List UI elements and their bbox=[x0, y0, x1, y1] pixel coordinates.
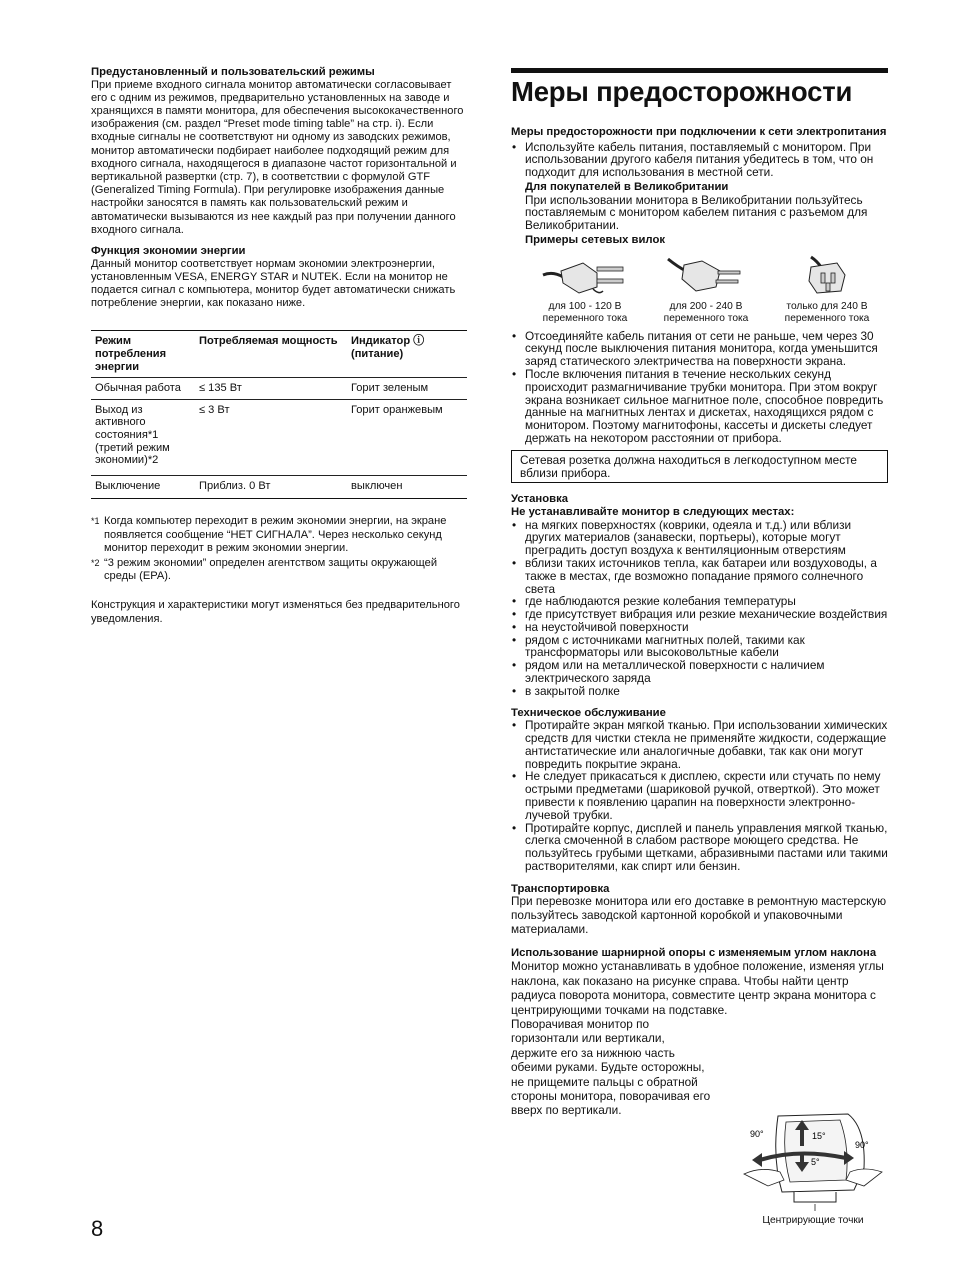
list-item: • Отсоединяйте кабель питания от сети не раньше, чем через 30 секунд после выключения питания монитора, когда уменьшится заряд статического электричества на поверхности экрана. bbox=[511, 330, 888, 368]
right-column bbox=[511, 68, 888, 1118]
maintenance-list bbox=[511, 719, 888, 873]
footnote-2 bbox=[91, 557, 467, 583]
maintenance-heading: Техническое обслуживание bbox=[511, 706, 666, 719]
table-cell: Обычная работа bbox=[91, 378, 195, 400]
tilt-text-2: Поворачивая монитор по горизонтали или вертикали, держите его за нижнюю часть обеими руками. Будьте осторожны, не прищемите пальцы с обратной стороны монитора, поворачивая его вверх по вертикали. bbox=[511, 1017, 711, 1118]
power-list-2 bbox=[511, 330, 888, 445]
tilt-heading: Использование шарнирной опоры с изменяемым углом наклона bbox=[511, 946, 877, 959]
table-cell: Горит оранжевым bbox=[347, 399, 467, 475]
list-item: • вблизи таких источников тепла, как батареи или воздуховоды, а также в местах, где возможно попадание прямого солнечного света bbox=[511, 557, 888, 595]
preset-mode-heading: Предустановленный и пользовательский режимы bbox=[91, 66, 375, 78]
list-item: • После включения питания в течение нескольких секунд происходит размагничивание трубки монитора. При этом вокруг экрана возникает сильное магнитное поле, способное повредить данные на магнитных лентах и дискетах, находящихся рядом с монитором. Поэтому магнитофоны, кассеты и дискеты следует держать на некотором расстоянии от прибора. bbox=[511, 368, 888, 445]
power-list bbox=[511, 141, 888, 179]
us-plug-icon bbox=[539, 253, 631, 297]
power-table bbox=[91, 330, 467, 499]
list-item: • рядом с источниками магнитных полей, такими как трансформаторы или высоковольтные кабели bbox=[511, 634, 888, 660]
footnote-text: “3 режим экономии” определен агентством защиты окружающей среды (EPA). bbox=[104, 556, 438, 583]
table-cell: Горит зеленым bbox=[347, 378, 467, 400]
list-item: • Протирайте экран мягкой тканью. При использовании химических средств для чистки стекла не применяйте жидкости, содержащие антистатические или аналогичные добавки, так как они могут повредить покрытие экрана. bbox=[511, 719, 888, 770]
plug-example bbox=[767, 253, 887, 325]
uk-plug-icon bbox=[781, 253, 873, 297]
table-row bbox=[91, 378, 467, 400]
footnote-mark: *1 bbox=[91, 516, 100, 527]
plug-example bbox=[525, 253, 645, 325]
table-cell: ≤ 135 Вт bbox=[195, 378, 347, 400]
table-row bbox=[91, 399, 467, 475]
uk-text: При использовании монитора в Великобритании пользуйтесь поставляемым с монитором кабелем питания с разъемом для Великобритании. bbox=[525, 192, 868, 233]
plug-example bbox=[646, 253, 766, 325]
install-subheading: Не устанавливайте монитор в следующих местах: bbox=[511, 505, 795, 518]
table-cell: Выход из активного состояния*1 (третий режим экономии)*2 bbox=[91, 399, 195, 475]
table-cell: выключен bbox=[347, 475, 467, 499]
list-item: • Используйте кабель питания, поставляемый с монитором. При использовании другого кабеля питания убедитесь в том, что он подходит для использования в местной сети. bbox=[511, 141, 888, 179]
angle-up-label: 15° bbox=[812, 1131, 826, 1141]
list-item: • рядом или на металлической поверхности с наличием электрического заряда bbox=[511, 659, 888, 685]
preset-mode-text: При приеме входного сигнала монитор автоматически согласовывает его с одним из режимов, предварительно установленных на заводе и хранящихся в памяти монитора, для обеспечения высококачественного изображения (см. раздел “Preset mode timing table” на стр. i). Если входные сигналы не соответствуют ни одному из заводских режимов, монитор автоматически подбирает наиболее подходящий режим для входного сигнала, находящегося в диапазоне частот горизонтальной и вертикальной развертки (стр. 7), в соответствии с формулой GTF (Generalized Timing Formula). При регулировке изображения данные настройки заносятся в память как пользовательский режим и автоматически вызываются из нее каждый раз при получении данного входного сигнала. bbox=[91, 78, 464, 236]
list-item: • где присутствует вибрация или резкие механические воздействия bbox=[511, 608, 888, 621]
footnote-1 bbox=[91, 515, 467, 555]
angle-down-label: 5° bbox=[811, 1157, 820, 1167]
power-saving-heading: Функция экономии энергии bbox=[91, 245, 246, 258]
list-item: • в закрытой полке bbox=[511, 685, 888, 698]
angle-left-label: 90° bbox=[750, 1129, 764, 1139]
list-item: • Протирайте корпус, дисплей и панель управления мягкой тканью, слегка смоченной в слабом растворе моющего средства. Не пользуйтесь грубыми щетками, абразивными пастами или такими растворителями, как спирт или бензин. bbox=[511, 822, 888, 873]
tilt-text: Монитор можно устанавливать в удобное положение, изменяя углы наклона, как показано на рисунке справа. Чтобы найти центр радиуса поворота монитора, совместите центр экрана монитора с центрирующими точками на подставке. bbox=[511, 959, 884, 1017]
figure-caption: Центрирующие точки bbox=[762, 1215, 864, 1226]
table-cell: Приблиз. 0 Вт bbox=[195, 475, 347, 499]
table-header: Режим потребления энергии bbox=[95, 335, 167, 373]
angle-right-label: 90° bbox=[855, 1140, 869, 1150]
install-heading: Установка bbox=[511, 493, 569, 506]
eu-plug-icon bbox=[660, 253, 752, 297]
plug-examples bbox=[525, 253, 887, 325]
spec-change-note: Конструкция и характеристики могут изменяться без предварительного уведомления. bbox=[91, 599, 460, 625]
monitor-tilt-figure bbox=[738, 1108, 888, 1226]
title-rule bbox=[511, 68, 888, 73]
table-row bbox=[91, 475, 467, 499]
list-item: • на неустойчивой поверхности bbox=[511, 621, 888, 634]
table-cell: ≤ 3 Вт bbox=[195, 399, 347, 475]
outlet-notice-box: Сетевая розетка должна находиться в легкодоступном месте вблизи прибора. bbox=[511, 450, 888, 484]
install-list bbox=[511, 519, 888, 698]
uk-heading: Для покупателей в Великобритании bbox=[525, 180, 729, 193]
power-heading: Меры предосторожности при подключении к сети электропитания bbox=[511, 126, 887, 138]
footnote-mark: *2 bbox=[91, 557, 100, 568]
page-number: 8 bbox=[91, 1216, 104, 1241]
power-saving-text: Данный монитор соответствует нормам экономии электроэнергии, установленным VESA, ENERGY STAR и NUTEK. Если на монитор не подается сигнал с компьютера, монитор будет автоматически снижать потребление энергии, как показано ниже. bbox=[91, 257, 456, 310]
table-cell: Выключение bbox=[91, 475, 195, 499]
table-header: Индикатор ⓘ (питание) bbox=[351, 335, 425, 361]
plugs-heading: Примеры сетевых вилок bbox=[525, 233, 666, 246]
list-item: • Не следует прикасаться к дисплею, скрести или стучать по нему острыми предметами (шариковой ручкой, отверткой). Это может привести к появлению царапин на поверхности электронно-лучевой трубки. bbox=[511, 770, 888, 821]
table-header: Потребляемая мощность bbox=[199, 335, 338, 348]
plug-label: только для 240 В переменного тока bbox=[784, 300, 870, 324]
footnote-text: Когда компьютер переходит в режим экономии энергии, на экране появляется сообщение “НЕТ СИГНАЛА”. Через несколько секунд монитор переходит в режим экономии энергии. bbox=[104, 515, 447, 554]
plug-label: для 100 - 120 В переменного тока bbox=[542, 300, 628, 324]
monitor-tilt-illustration bbox=[738, 1108, 888, 1212]
table-header-row bbox=[91, 331, 467, 378]
page-title: Меры предосторожности bbox=[511, 76, 853, 107]
left-column bbox=[91, 66, 467, 626]
transport-text: При перевозке монитора или его доставке в ремонтную мастерскую пользуйтесь заводской картонной коробкой и упаковочными материалами. bbox=[511, 894, 887, 937]
list-item: • на мягких поверхностях (коврики, одеяла и т.д.) или вблизи других материалов (занавески, портьеры), которые могут преградить доступ воздуха к вентиляционным отверстиям bbox=[511, 519, 888, 557]
plug-label: для 200 - 240 В переменного тока bbox=[663, 300, 749, 324]
transport-heading: Транспортировка bbox=[511, 882, 610, 895]
list-item: • где наблюдаются резкие колебания температуры bbox=[511, 595, 888, 608]
